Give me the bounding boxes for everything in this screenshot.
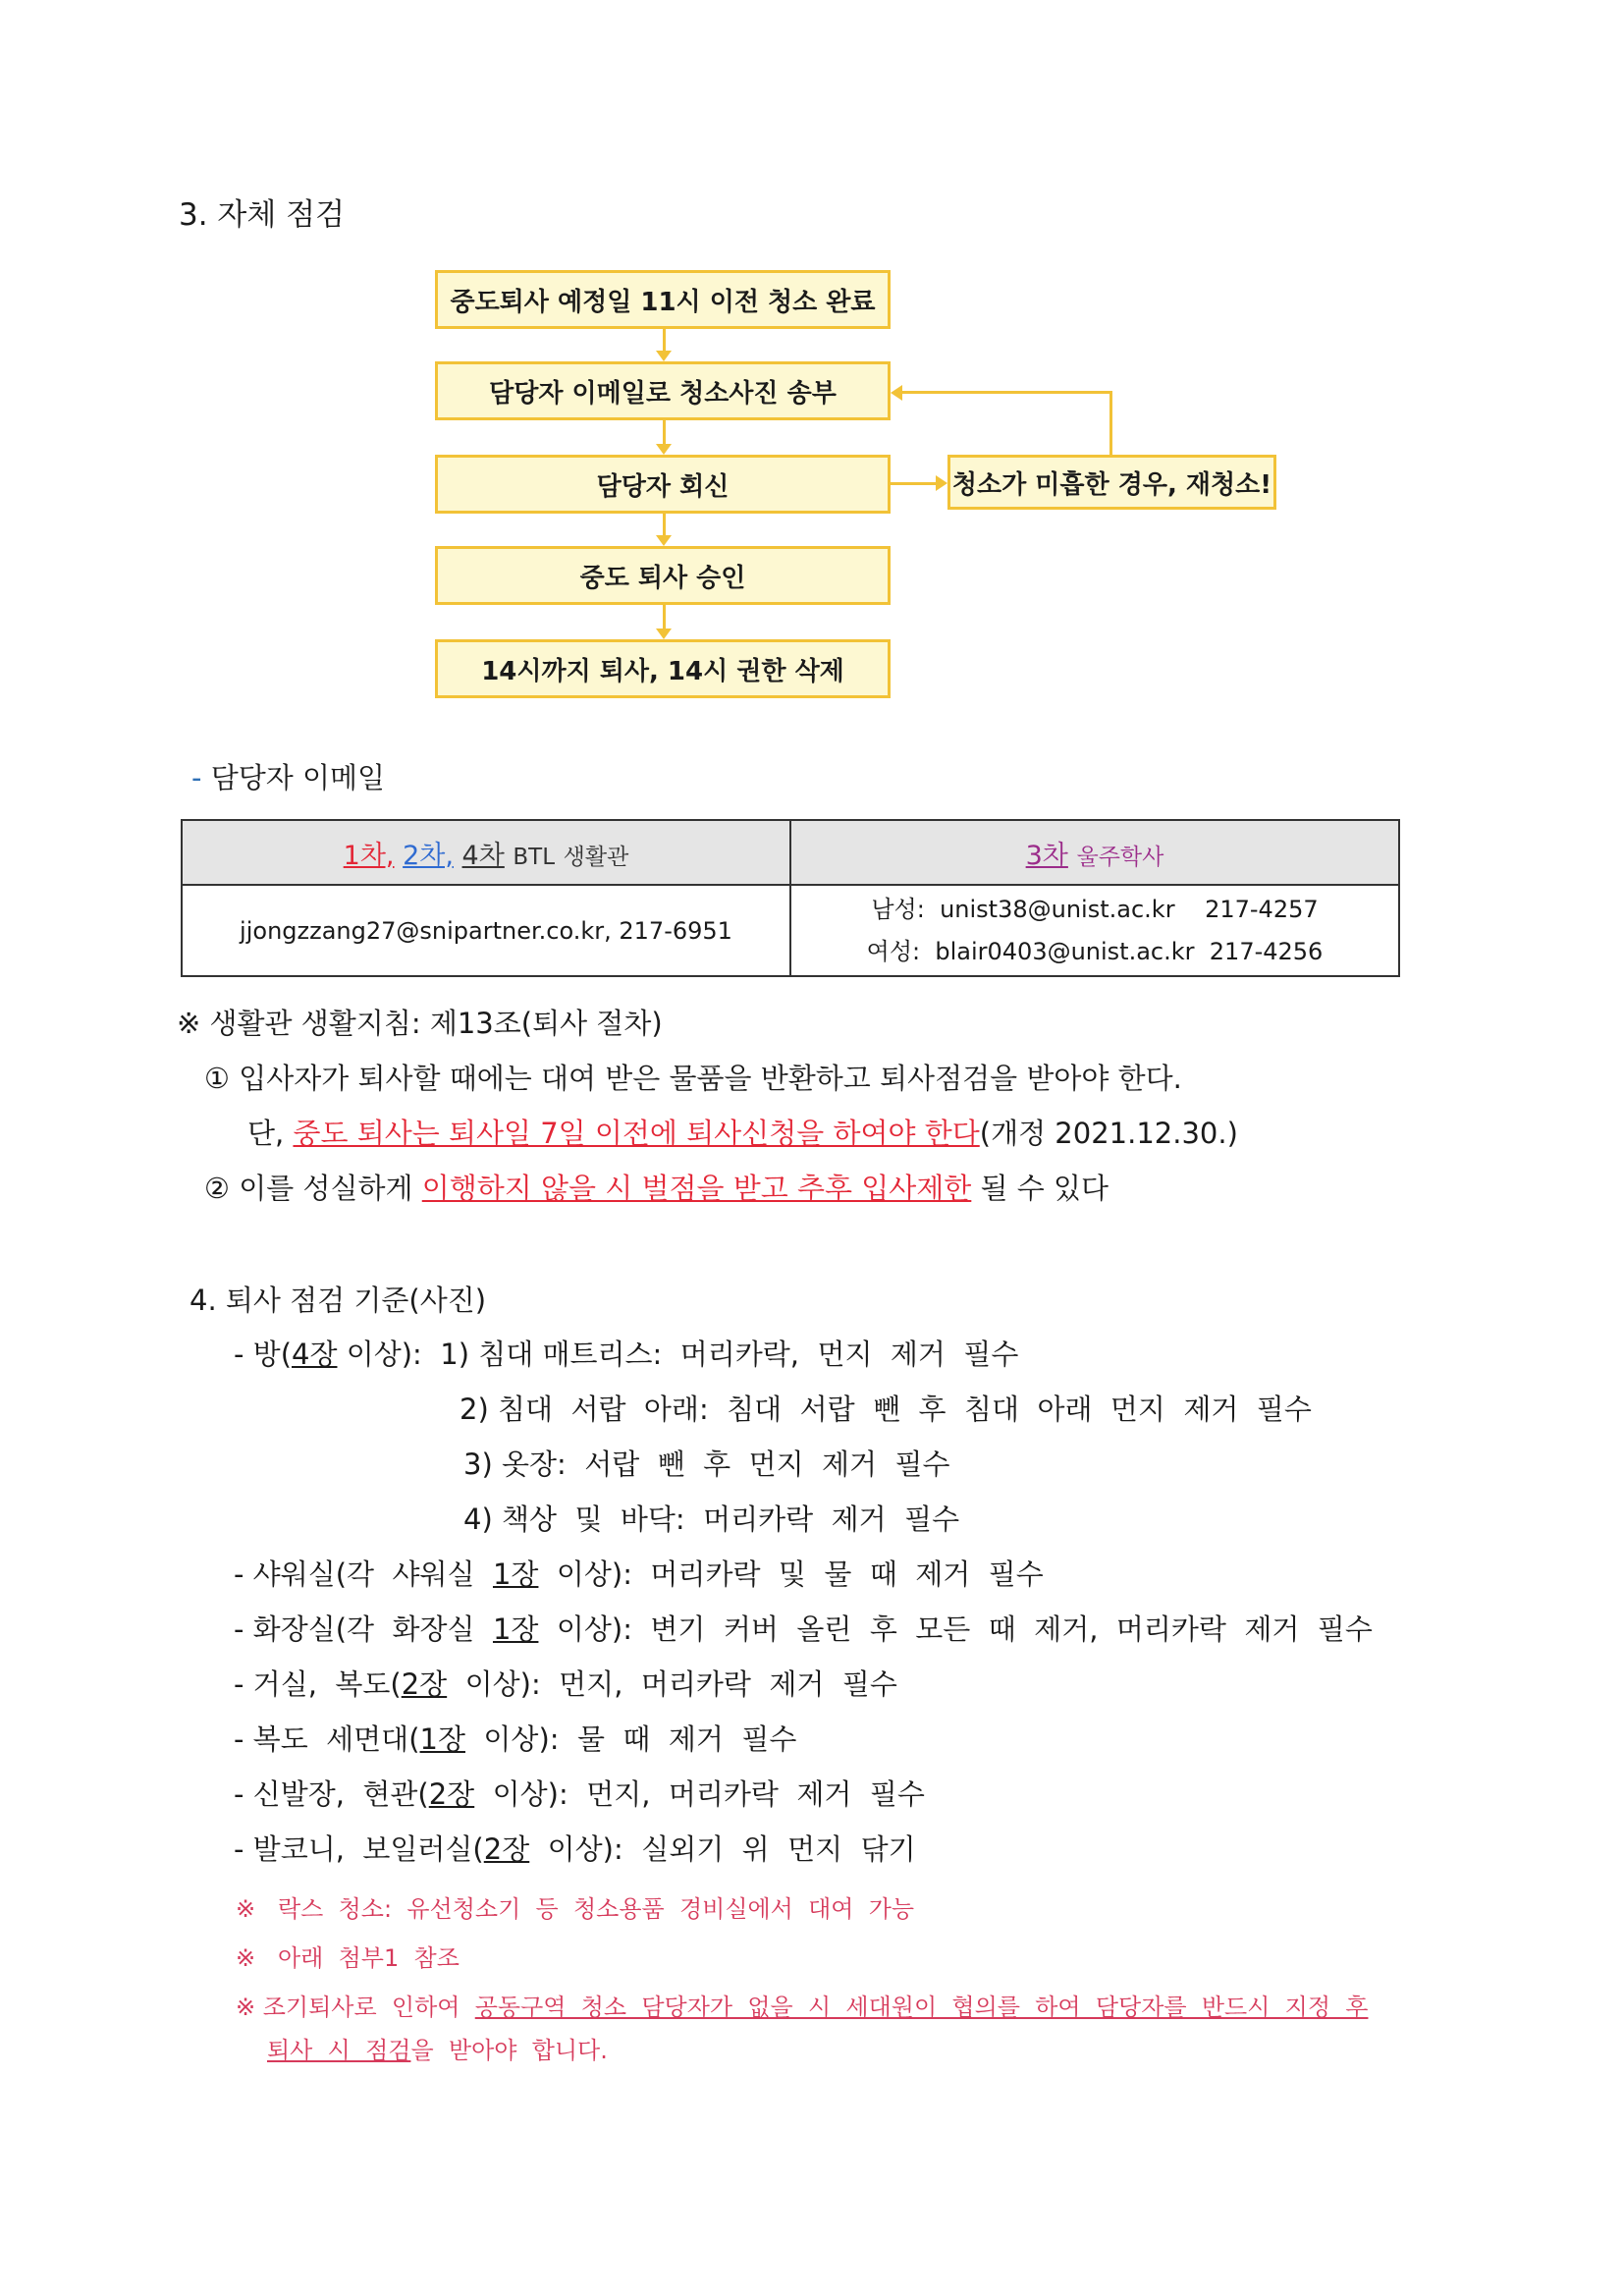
rule-2-prefix: ② 이를 성실하게 <box>204 1172 422 1205</box>
toilet-prefix: - 화장실(각 화장실 <box>234 1613 493 1646</box>
shoe-text: 이상): 먼지, 머리카락 제거 필수 <box>474 1777 925 1811</box>
rule-2-red: 이행하지 않을 시 벌점을 받고 추후 입사제한 <box>421 1172 972 1205</box>
toilet-count: 1장 <box>492 1613 539 1646</box>
rule-1-prefix: 단, <box>247 1117 294 1150</box>
flow-connector <box>891 482 938 485</box>
room-text: 이상): 1) 침대 매트리스: 머리카락, 먼지 제거 필수 <box>337 1338 1019 1371</box>
note-3b-underlined: 퇴사 시 점검 <box>267 2037 411 2064</box>
note-3-continued <box>267 2031 608 2065</box>
room-line-1 <box>234 1333 1018 1373</box>
arrow-down-icon <box>656 444 672 455</box>
note-1: ※ 락스 청소: 유선청소기 등 청소용품 경비실에서 대여 가능 <box>236 1895 915 1923</box>
rule-2 <box>204 1167 1109 1207</box>
label-ulju-hall: 울주학사 <box>1076 844 1164 870</box>
note-3 <box>236 1988 1368 2022</box>
flow-connector <box>663 420 666 445</box>
shoe-line <box>234 1773 925 1813</box>
table-header-btl <box>182 820 790 885</box>
sink-count: 1장 <box>419 1722 465 1756</box>
email-heading-text: 담당자 이메일 <box>210 761 385 794</box>
rule-1-detail <box>247 1112 1238 1152</box>
note-3b-suffix: 을 받아야 합니다. <box>410 2037 608 2064</box>
rule-2-suffix: 될 수 있다 <box>971 1172 1109 1205</box>
flow-step-2: 담당자 이메일로 청소사진 송부 <box>435 361 891 420</box>
flow-step-3: 담당자 회신 <box>435 455 891 514</box>
room-line-2: 2) 침대 서랍 아래: 침대 서랍 뺀 후 침대 아래 먼지 제거 필수 <box>460 1393 1312 1426</box>
toilet-line <box>234 1608 1373 1648</box>
flow-connector <box>663 514 666 536</box>
note-2: ※ 아래 첨부1 참조 <box>236 1944 460 1972</box>
dash-bullet: - <box>191 761 202 794</box>
email-ulju <box>790 885 1399 976</box>
balcony-text: 이상): 실외기 위 먼지 닦기 <box>529 1832 916 1866</box>
flow-connector <box>663 605 666 629</box>
flow-step-5: 14시까지 퇴사, 14시 권한 삭제 <box>435 639 891 698</box>
flow-connector <box>901 391 1112 394</box>
label-1cha: 1차, <box>343 840 395 871</box>
rule-1: ① 입사자가 퇴사할 때에는 대여 받은 물품을 반환하고 퇴사점검을 받아야 한다. <box>204 1062 1182 1095</box>
note-3-underlined: 공동구역 청소 담당자가 없을 시 세대원이 협의를 하여 담당자를 반드시 지정 후 <box>474 1994 1369 2021</box>
table-header-ulju <box>790 820 1399 885</box>
balcony-line <box>234 1828 916 1868</box>
sink-text: 이상): 물 때 제거 필수 <box>464 1722 797 1756</box>
rules-title: ※ 생활관 생활지침: 제13조(퇴사 절차) <box>177 1007 663 1040</box>
living-text: 이상): 먼지, 머리카락 제거 필수 <box>447 1667 897 1701</box>
shoe-count: 2장 <box>428 1777 475 1811</box>
arrow-down-icon <box>656 351 672 361</box>
living-prefix: - 거실, 복도( <box>234 1667 402 1701</box>
shower-line <box>234 1553 1044 1593</box>
table-header-row <box>182 820 1399 885</box>
balcony-count: 2장 <box>483 1832 530 1866</box>
flow-connector <box>663 329 666 352</box>
flow-step-1: 중도퇴사 예정일 11시 이전 청소 완료 <box>435 270 891 329</box>
section-3-title: 3. 자체 점검 <box>179 197 346 233</box>
arrow-right-icon <box>936 475 947 491</box>
flow-side-box: 청소가 미흡한 경우, 재청소! <box>947 455 1276 510</box>
section-4-title: 4. 퇴사 점검 기준(사진) <box>189 1284 487 1317</box>
arrow-left-icon <box>891 385 902 401</box>
label-2cha: 2차, <box>403 840 454 871</box>
arrow-down-icon <box>656 535 672 546</box>
email-btl: jjongzzang27@snipartner.co.kr, 217-6951 <box>182 885 790 976</box>
flow-step-4: 중도 퇴사 승인 <box>435 546 891 605</box>
email-female: 여성: blair0403@unist.ac.kr 217-4256 <box>866 937 1324 965</box>
email-male: 남성: unist38@unist.ac.kr 217-4257 <box>871 895 1319 923</box>
living-count: 2장 <box>401 1667 448 1701</box>
room-line-3: 3) 옷장: 서랍 뺀 후 먼지 제거 필수 <box>463 1448 950 1481</box>
room-line-4: 4) 책상 및 바닥: 머리카락 제거 필수 <box>463 1503 960 1536</box>
arrow-down-icon <box>656 629 672 639</box>
flow-connector <box>1109 391 1112 455</box>
rule-1-suffix: (개정 2021.12.30.) <box>979 1117 1238 1150</box>
label-4cha: 4차 <box>461 840 505 871</box>
label-btl-hall: 생활관 <box>563 844 629 870</box>
table-row <box>182 885 1399 976</box>
shower-count: 1장 <box>492 1558 539 1591</box>
sink-line <box>234 1718 796 1758</box>
shower-prefix: - 샤워실(각 샤워실 <box>234 1558 493 1591</box>
shoe-prefix: - 신발장, 현관( <box>234 1777 429 1811</box>
label-btl: BTL <box>513 844 556 870</box>
living-line <box>234 1663 897 1703</box>
note-3-prefix: ※ 조기퇴사로 인하여 <box>236 1994 475 2021</box>
label-3cha: 3차 <box>1025 840 1068 871</box>
room-count: 4장 <box>292 1338 338 1371</box>
shower-text: 이상): 머리카락 및 물 때 제거 필수 <box>538 1558 1044 1591</box>
sink-prefix: - 복도 세면대( <box>234 1722 420 1756</box>
rule-1-red: 중도 퇴사는 퇴사일 7일 이전에 퇴사신청을 하여야 한다 <box>293 1117 980 1150</box>
email-heading <box>191 756 385 796</box>
email-table <box>181 819 1400 977</box>
room-prefix: - 방( <box>234 1338 293 1371</box>
balcony-prefix: - 발코니, 보일러실( <box>234 1832 484 1866</box>
toilet-text: 이상): 변기 커버 올린 후 모든 때 제거, 머리카락 제거 필수 <box>538 1613 1373 1646</box>
